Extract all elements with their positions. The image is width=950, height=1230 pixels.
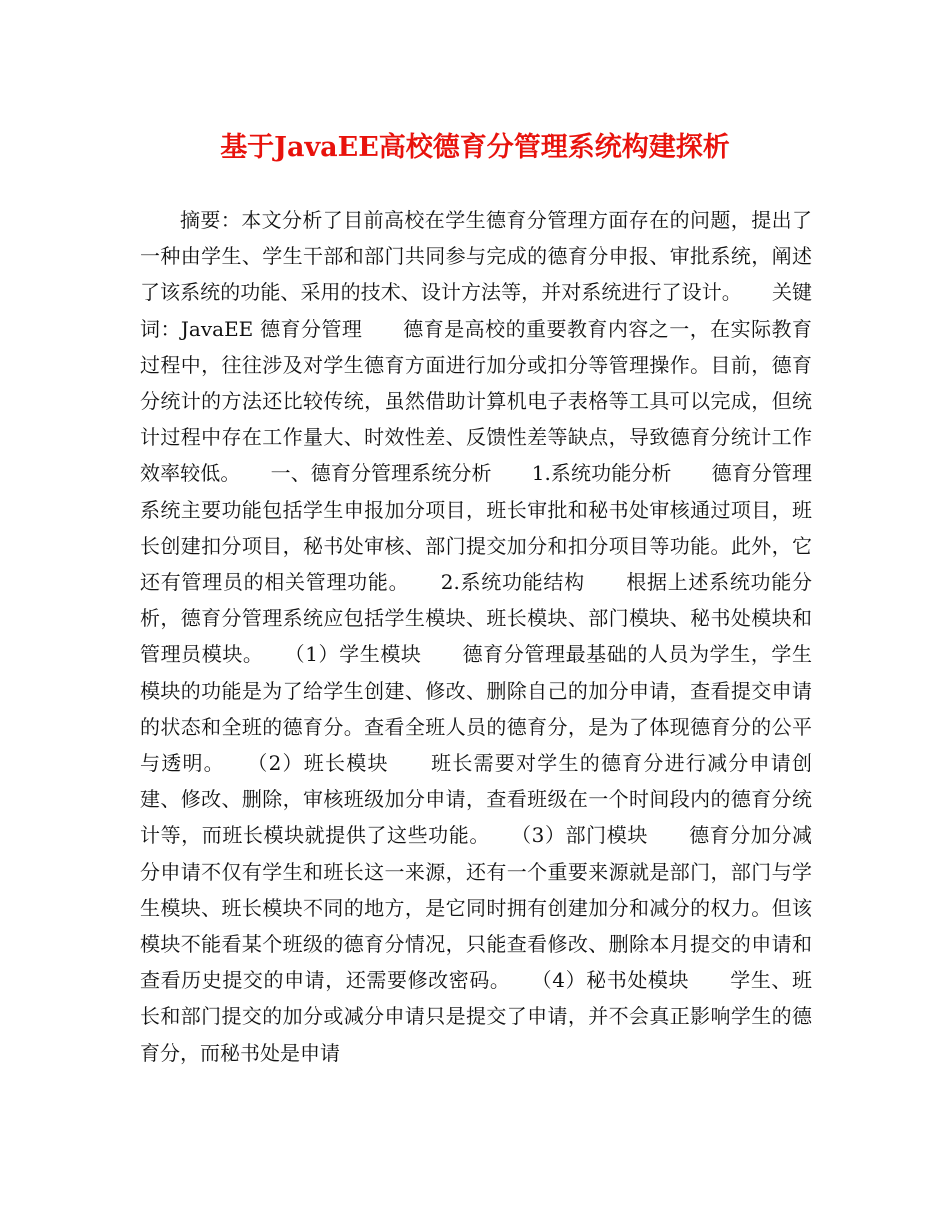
- document-title: 基于JavaEE高校德育分管理系统构建探析: [220, 132, 730, 163]
- document-body: 摘要：本文分析了目前高校在学生德育分管理方面存在的问题，提出了一种由学生、学生干部和部门共同参与完成的德育分申报、审批系统，阐述了该系统的功能、采用的技术、设计方法等，并对系统进行了设计。 关键词：JavaEE 德育分管理 德育是高校的重要教育内容之一，在实际教育过程中，往往涉及对学生德育方面进行加分或扣分等管理操作。目前，德育分统计的方法还比较传统，虽然借助计算机电子表格等工具可以完成，但统计过程中存在工作量大、时效性差、反馈性差等缺点，导致德育分统计工作效率较低。 一、德育分管理系统分析 1.系统功能分析 德育分管理系统主要功能包括学生申报加分项目，班长审批和秘书处审核通过项目，班长创建扣分项目，秘书处审核、部门提交加分和扣分项目等功能。此外，它还有管理员的相关管理功能。 2.系统功能结构 根据上述系统功能分析，德育分管理系统应包括学生模块、班长模块、部门模块、秘书处模块和管理员模块。 （1）学生模块 德育分管理最基础的人员为学生，学生模块的功能是为了给学生创建、修改、删除自己的加分申请，查看提交申请的状态和全班的德育分。查看全班人员的德育分，是为了体现德育分的公平与透明。 （2）班长模块 班长需要对学生的德育分进行减分申请创建、修改、删除，审核班级加分申请，查看班级在一个时间段内的德育分统计等，而班长模块就提供了这些功能。 （3）部门模块 德育分加分减分申请不仅有学生和班长这一来源，还有一个重要来源就是部门，部门与学生模块、班长模块不同的地方，是它同时拥有创建加分和减分的权力。但该模块不能看某个班级的德育分情况，只能查看修改、删除本月提交的申请和查看历史提交的申请，还需要修改密码。 （4）秘书处模块 学生、班长和部门提交的加分或减分申请只是提交了申请，并不会真正影响学生的德育分，而秘书处是申请: [140, 208, 812, 1065]
